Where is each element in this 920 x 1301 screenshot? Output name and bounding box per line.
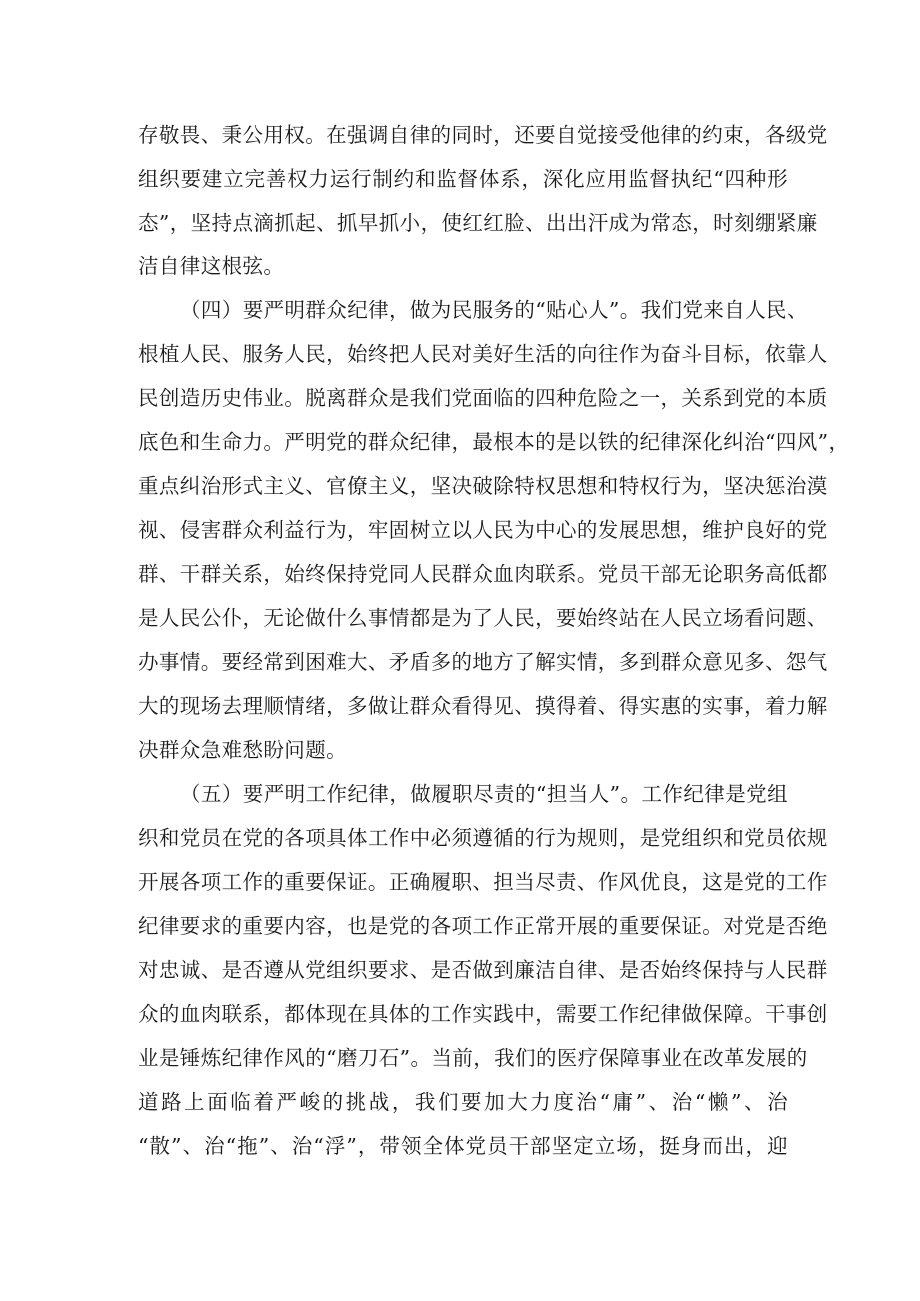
body-text-line: 重点纠治形式主义、官僚主义，坚决破除特权思想和特权行为，坚决惩治漠	[138, 474, 828, 498]
body-text-line: 办事情。要经常到困难大、矛盾多的地方了解实情，多到群众意见多、怨气	[138, 650, 828, 674]
body-text-line: 底色和生命力。严明党的群众纪律，最根本的是以铁的纪律深化纠治“四风”，	[138, 430, 850, 454]
body-text-line: 大的现场去理顺情绪，多做让群众看得见、摸得着、得实惠的实事，着力解	[138, 694, 828, 718]
body-text-line: 道路上面临着严峻的挑战，我们要加大力度治“庸”、治“懒”、治	[138, 1090, 788, 1114]
body-text-line: 洁自律这根弦。	[138, 254, 285, 278]
body-text-line: 存敬畏、秉公用权。在强调自律的同时，还要自觉接受他律的约束，各级党	[138, 123, 828, 147]
body-text-line: 根植人民、服务人民，始终把人民对美好生活的向往作为奋斗目标，依靠人	[138, 342, 828, 366]
body-text-line: 决群众急难愁盼问题。	[138, 738, 347, 762]
body-text-line: 群、干群关系，始终保持党同人民群众血肉联系。党员干部无论职务高低都	[138, 562, 828, 586]
body-text-line: 业是锤炼纪律作风的“磨刀石”。当前，我们的医疗保障事业在改革发展的	[138, 1046, 808, 1070]
body-text-line: 态”，坚持点滴抓起、抓早抓小，使红红脸、出出汗成为常态，时刻绷紧廉	[138, 211, 818, 235]
body-text-line: 开展各项工作的重要保证。正确履职、担当尽责、作风优良，这是党的工作	[138, 870, 828, 894]
body-text-line: 众的血肉联系，都体现在具体的工作实践中，需要工作纪律做保障。干事创	[138, 1002, 828, 1026]
body-text-line: 民创造历史伟业。脱离群众是我们党面临的四种危险之一，关系到党的本质	[138, 386, 828, 410]
section-five-heading-line: （五）要严明工作纪律，做履职尽责的“担当人”。工作纪律是党组	[180, 782, 788, 806]
section-four-heading-line: （四）要严明群众纪律，做为民服务的“贴心人”。我们党来自人民、	[180, 298, 808, 322]
body-text-line: 视、侵害群众利益行为，牢固树立以人民为中心的发展思想，维护良好的党	[138, 518, 828, 542]
body-text-line: “散”、治“拖”、治“浮”，带领全体党员干部坚定立场，挺身而出，迎	[138, 1134, 788, 1158]
body-text-line: 是人民公仆，无论做什么事情都是为了人民，要始终站在人民立场看问题、	[138, 606, 828, 630]
body-text-line: 织和党员在党的各项具体工作中必须遵循的行为规则，是党组织和党员依规	[138, 826, 828, 850]
body-text-line: 对忠诚、是否遵从党组织要求、是否做到廉洁自律、是否始终保持与人民群	[138, 958, 828, 982]
body-text-line: 纪律要求的重要内容，也是党的各项工作正常开展的重要保证。对党是否绝	[138, 914, 828, 938]
body-text-line: 组织要建立完善权力运行制约和监督体系，深化应用监督执纪“四种形	[138, 167, 788, 191]
